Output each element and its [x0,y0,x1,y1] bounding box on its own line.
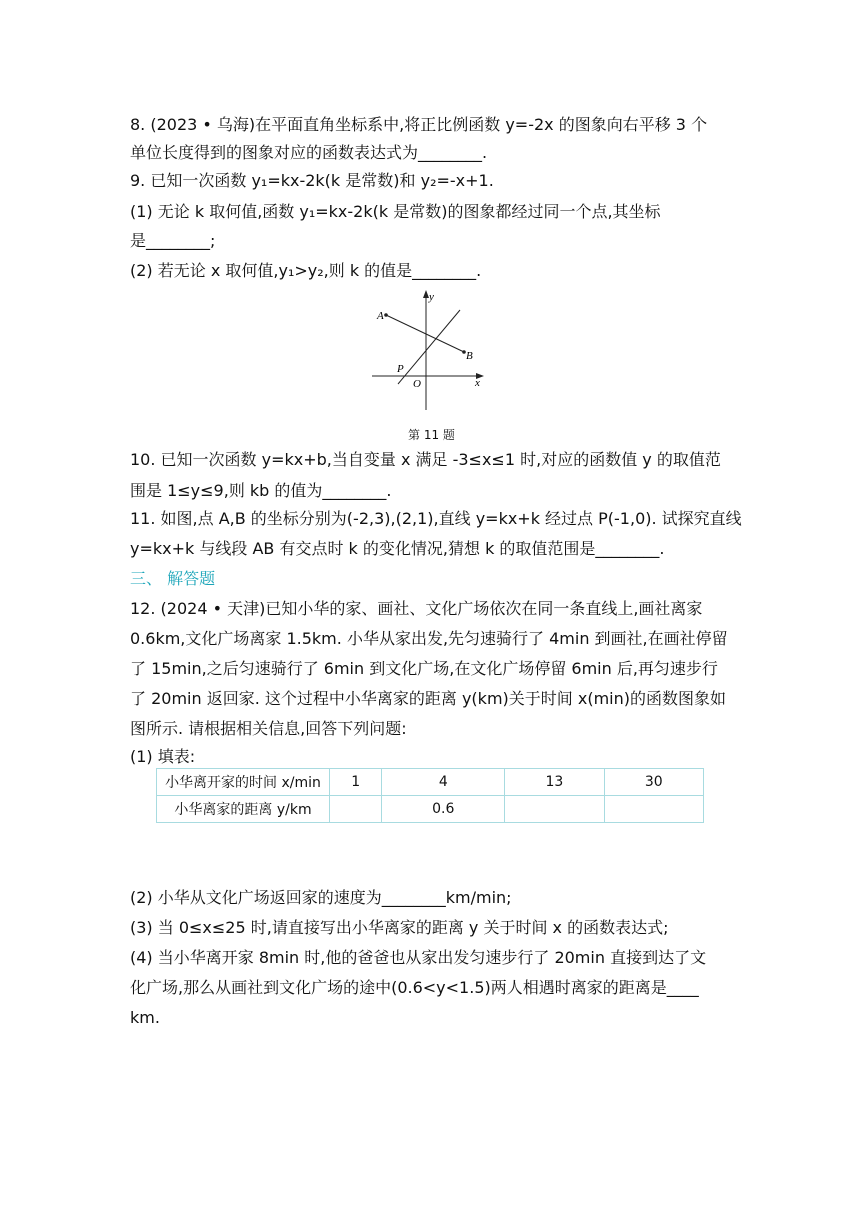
q12-part-4-line-3: km. [130,1008,160,1027]
table-cell: 小华离家的距离 y/km [157,796,330,823]
q12-line-5: 图所示. 请根据相关信息,回答下列问题: [130,719,407,738]
q12-line-2: 0.6km,文化广场离家 1.5km. 小华从家出发,先匀速骑行了 4min 到画社,在画社停留 [130,629,728,648]
label-y: y [429,291,434,303]
segment-ab [386,315,464,352]
line-through-p [398,310,460,384]
figure-q11 [360,288,500,412]
table-cell [330,796,382,823]
q12-part-2: (2) 小华从文化广场返回家的速度为________km/min; [130,888,512,907]
q12-part-4-line-1: (4) 当小华离开家 8min 时,他的爸爸也从家出发匀速步行了 20min 直接到达了文 [130,948,707,967]
fill-table [156,768,704,823]
table-cell: 小华离开家的时间 x/min [157,769,330,796]
section-heading: 三、 解答题 [130,569,216,588]
table-cell: 1 [330,769,382,796]
table-cell: 4 [382,769,505,796]
point-a [384,313,388,317]
table-cell [604,796,703,823]
q12-part-3: (3) 当 0≤x≤25 时,请直接写出小华离家的距离 y 关于时间 x 的函数表达式; [130,918,669,937]
label-p: P [397,363,404,375]
table-row [157,769,704,796]
q12-line-3: 了 15min,之后匀速骑行了 6min 到文化广场,在文化广场停留 6min 后,再匀速步行 [130,659,718,678]
q12-part-4-line-2: 化广场,那么从画社到文化广场的途中(0.6<y<1.5)两人相遇时离家的距离是____ [130,978,699,997]
q8-line-2: 单位长度得到的图象对应的函数表达式为________. [130,143,488,162]
q9-line-1: 9. 已知一次函数 y₁=kx-2k(k 是常数)和 y₂=-x+1. [130,171,494,190]
q10-line-1: 10. 已知一次函数 y=kx+b,当自变量 x 满足 -3≤x≤1 时,对应的函数值 y 的取值范 [130,450,721,469]
table-cell: 13 [505,769,604,796]
q9-line-3: 是________; [130,231,216,250]
table-row [157,796,704,823]
q12-line-1: 12. (2024 • 天津)已知小华的家、画社、文化广场依次在同一条直线上,画社离家 [130,599,703,618]
label-a: A [377,310,384,322]
table-cell: 0.6 [382,796,505,823]
label-x: x [475,377,480,389]
table-cell [505,796,604,823]
label-b: B [466,350,473,362]
label-o: O [413,378,421,390]
q9-line-2: (1) 无论 k 取何值,函数 y₁=kx-2k(k 是常数)的图象都经过同一个点,其坐标 [130,202,661,221]
q11-line-1: 11. 如图,点 A,B 的坐标分别为(-2,3),(2,1),直线 y=kx+k 经过点 P(-1,0). 试探究直线 [130,509,742,528]
q12-part-1: (1) 填表: [130,747,196,766]
q10-line-2: 围是 1≤y≤9,则 kb 的值为________. [130,481,392,500]
q12-line-4: 了 20min 返回家. 这个过程中小华离家的距离 y(km)关于时间 x(min)的函数图象如 [130,689,726,708]
q9-line-4: (2) 若无论 x 取何值,y₁>y₂,则 k 的值是________. [130,261,482,280]
figure-caption: 第 11 题 [408,428,455,442]
table-cell: 30 [604,769,703,796]
q8-line-1: 8. (2023 • 乌海)在平面直角坐标系中,将正比例函数 y=-2x 的图象向右平移 3 个 [130,115,708,134]
q11-line-2: y=kx+k 与线段 AB 有交点时 k 的变化情况,猜想 k 的取值范围是________. [130,539,665,558]
